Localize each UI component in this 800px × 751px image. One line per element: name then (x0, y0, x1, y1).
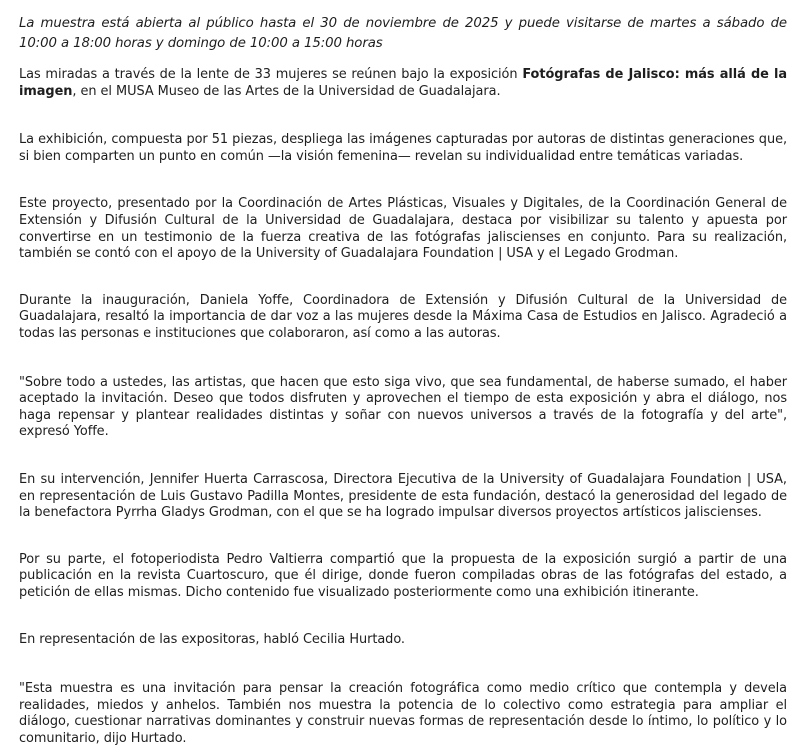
paragraph-4: Durante la inauguración, Daniela Yoffe, Coordinadora de Extensión y Difusión Cultural de la Universidad de Guadalajara, resaltó la importancia de dar voz a las mujeres desde la Máxima Casa de Estudios en Jalisco. Agradeció a todas las personas e instituciones que colaboraron, así como a las autoras. (19, 292, 787, 341)
lead-paragraph: La muestra está abierta al público hasta el 30 de noviembre de 2025 y puede visitarse de martes a sábado de 10:00 a 18:00 horas y domingo de 10:00 a 15:00 horas (19, 16, 787, 51)
paragraph-7: Por su parte, el fotoperiodista Pedro Valtierra compartió que la propuesta de la exposición surgió a partir de una publicación en la revista Cuartoscuro, que él dirige, donde fueron compiladas obras de las fotógrafas del estado, a petición de ellas mismas. Dicho contenido fue visualizado posteriormente como una exhibición itinerante. (19, 551, 787, 600)
paragraph-3: Este proyecto, presentado por la Coordinación de Artes Plásticas, Visuales y Digitales, de la Coordinación General de Extensión y Difusión Cultural de la Universidad de Guadalajara, destaca por visibilizar su talento y apuesta por convertirse en un testimonio de la fuerza creativa de las fotógrafas jaliscienses en conjunto. Para su realización, también se contó con el apoyo de la University of Guadalajara Foundation | USA y el Legado Grodman. (19, 196, 787, 262)
article-body (0, 14, 800, 751)
paragraph-5: "Sobre todo a ustedes, las artistas, que hacen que esto siga vivo, que sea fundamental, de haberse sumado, el haber aceptado la invitación. Deseo que todos disfruten y aprovechen el tiempo de esta exposición y abra el diálogo, nos haga repensar y plantear realidades distintas y soñar con nuevos universos a través de la fotografía y del arte", expresó Yoffe. (19, 374, 787, 440)
paragraph-1 (19, 67, 787, 100)
paragraph-1-text-before: Las miradas a través de la lente de 33 mujeres se reúnen bajo la exposición (19, 67, 523, 82)
paragraph-2: La exhibición, compuesta por 51 piezas, despliega las imágenes capturadas por autoras de distintas generaciones que, si bien comparten un punto en común —la visión femenina— revelan su individualidad entre temáticas variadas. (19, 132, 787, 164)
paragraph-9: "Esta muestra es una invitación para pensar la creación fotográfica como medio crítico que contempla y devela realidades, miedos y anhelos. También nos muestra la potencia de lo colectivo como estrategia para ampliar el diálogo, cuestionar narrativas dominantes y construir nuevas formas de representación desde lo íntimo, lo político y lo comunitario, dijo Hurtado. (19, 681, 787, 746)
paragraph-6: En su intervención, Jennifer Huerta Carrascosa, Directora Ejecutiva de la University of Guadalajara Foundation | USA, en representación de Luis Gustavo Padilla Montes, presidente de esta fundación, destacó la generosidad del legado de la benefactora Pyrrha Gladys Grodman, con el que se ha logrado impulsar diversos proyectos artísticos jaliscienses. (19, 471, 787, 521)
exhibition-title: Fotógrafas de Jalisco: más allá de la imagen (19, 67, 788, 99)
paragraph-8: En representación de las expositoras, habló Cecilia Hurtado. (19, 632, 405, 648)
paragraph-1-text-after: , en el MUSA Museo de las Artes de la Universidad de Guadalajara. (72, 83, 501, 99)
